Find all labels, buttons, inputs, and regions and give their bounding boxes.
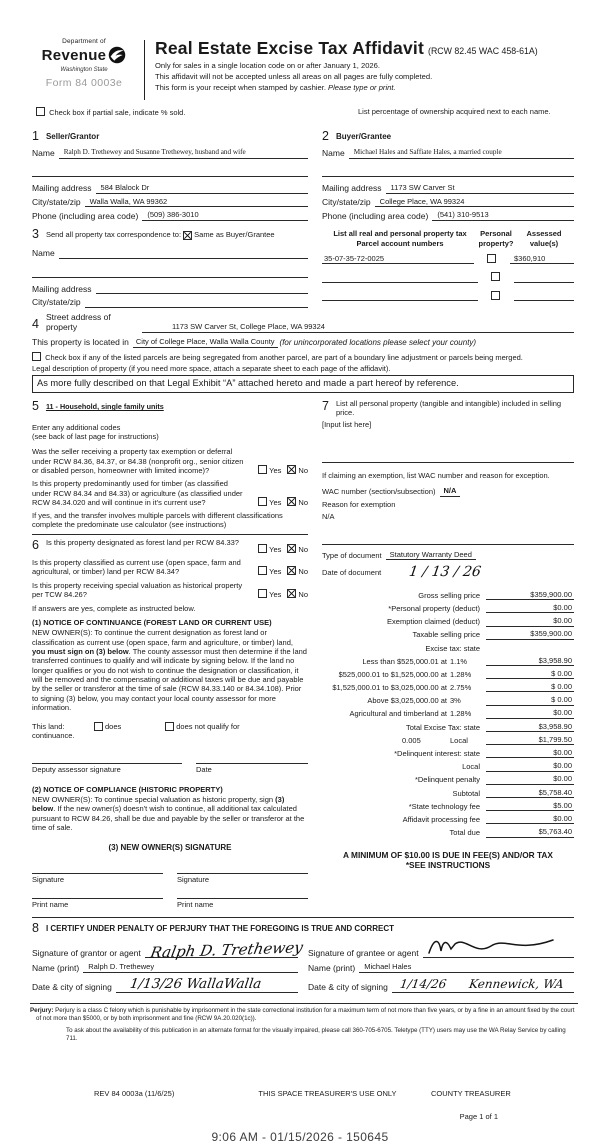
seller-name-extra-field[interactable] (32, 167, 308, 177)
header-divider (144, 40, 145, 100)
street-address-field[interactable]: 1173 SW Carver St, College Place, WA 99324 (142, 322, 574, 333)
street-address-label-2: property (45, 322, 78, 333)
timber-no-checkbox[interactable] (287, 497, 296, 506)
no-label: No (298, 466, 308, 476)
section-2-number: 2 (322, 129, 329, 144)
predominate-use-note: If yes, and the transfer involves multiple parcels with different classifications complete the predominate use calculator (see instructions) (32, 510, 283, 529)
same-as-buyer-checkbox[interactable] (183, 231, 192, 240)
tax-row-label: Total due (449, 828, 480, 838)
local-tax-field[interactable]: $1,799.50 (486, 735, 574, 745)
corr-city-field[interactable] (85, 298, 308, 308)
buyer-name-field[interactable]: Michael Hales and Saffiate Hales, a married couple (349, 148, 574, 159)
partial-sale-label: Check box if partial sale, indicate % sold. (49, 108, 186, 117)
corr-name-label: Name (32, 247, 55, 258)
notice-2-bold: (3) below (32, 795, 285, 814)
taxable-selling-price-field[interactable]: $359,900.00 (486, 629, 574, 639)
corr-name-field[interactable] (59, 249, 308, 259)
tax-row-label: $525,000.01 to $1,525,000.00 at (338, 669, 447, 679)
wac-number-label: WAC number (section/subsection) (322, 487, 436, 497)
grantee-name-print-label: Name (print) (308, 962, 356, 973)
tax-row-label: Above $3,025,000.00 at (367, 696, 447, 706)
seller-city-label: City/state/zip (32, 196, 81, 207)
signature-label: Signature (177, 874, 210, 884)
notice-1-text-cont: . The county assessor must then determine if the land transferred continues to qualify and will indicate by signing below. If the land no longer qualifies or you do not wish to continue the designation or classification, it will be removed and the compensating or additional taxes will be due and payable by the seller or transferor at the time of sale (RCW 84.33.140 or 84.34.108). Prior to signing (3) below, you may contact your local county assessor for more information. (32, 646, 307, 713)
notice-1-text: NEW OWNER(S): To continue the current designation as forest land or classification as current use (open space, farm and agriculture, or timber) land, (32, 628, 293, 647)
claiming-exemption-note: If claiming an exemption, list WAC number and reason for exception. (322, 471, 550, 481)
print-name-label: Print name (177, 899, 214, 909)
title-rcw-ref: (RCW 82.45 WAC 458-61A) (428, 46, 538, 56)
section-4-property (32, 312, 574, 393)
notice-2-text: NEW OWNER(S): To continue special valuation as historic property, sign (32, 795, 276, 805)
exemption-no-checkbox[interactable] (287, 465, 296, 474)
section-7-divider (322, 544, 574, 545)
section-4-number: 4 (32, 317, 39, 332)
rev-number: REV 84 0003a (11/6/25) (94, 1088, 175, 1098)
state-tech-fee-field[interactable]: $5.00 (486, 801, 574, 811)
header-note-2: This affidavit will not be accepted unless all areas on all pages are fully completed. (155, 72, 433, 82)
doc-date-label: Date of document (322, 568, 382, 578)
deputy-date-field[interactable] (196, 753, 308, 764)
forest-yes-checkbox[interactable] (258, 544, 267, 553)
grantor-signature-label: Signature of grantor or agent (32, 947, 141, 958)
additional-codes-label: Enter any additional codes (32, 422, 121, 432)
new-owner-print-field-1[interactable] (32, 888, 163, 899)
timber-question: Is this property predominantly used for timber (as classified under RCW 84.34 and 84.33) or agriculture (as classified under RCW 84.34.020 and will continue in it's current use? (32, 479, 243, 508)
section-1-number: 1 (32, 129, 39, 144)
tier4-tax-field[interactable]: $ 0.00 (486, 695, 574, 705)
grantee-signature-label: Signature of grantee or agent (308, 947, 419, 958)
no-label: No (298, 590, 308, 600)
wac-number-field[interactable]: N/A (440, 486, 461, 496)
assessed-header-line1: Assessed (526, 229, 562, 239)
grantor-date-city-field[interactable] (116, 977, 298, 993)
tax-row-label: Gross selling price (418, 590, 480, 600)
personal-property-checkbox-1[interactable] (487, 254, 496, 263)
grantor-name-print-label: Name (print) (32, 962, 80, 973)
personal-property-list-field[interactable] (322, 453, 574, 463)
notice-1-bold: you must sign on (3) below (32, 646, 129, 656)
legal-description-box[interactable]: As more fully described on that Legal Exhibit “A” attached hereto and made a part hereof by reference. (32, 375, 574, 393)
does-not-label: does not qualify for (176, 721, 240, 731)
historical-yes-checkbox[interactable] (258, 589, 267, 598)
timestamp-stamp: 9:06 AM - 01/15/2026 - 150645 (211, 1129, 389, 1144)
exemption-yes-checkbox[interactable] (258, 465, 267, 474)
assessed-header-line2: value(s) (529, 238, 559, 248)
section-5-number: 5 (32, 398, 39, 413)
buyer-phone-field[interactable]: (541) 310-9513 (432, 210, 574, 221)
certify-statement: I CERTIFY UNDER PENALTY OF PERJURY THAT THE FOREGOING IS TRUE AND CORRECT (45, 924, 394, 934)
tax-row-label: Agricultural and timberland at (349, 709, 447, 719)
local-rate-value: 0.005 (402, 735, 421, 745)
tier3-tax-field[interactable]: $ 0.00 (486, 682, 574, 692)
parcel-table (322, 227, 574, 308)
partial-sale-checkbox[interactable] (36, 107, 45, 116)
new-owner-print-field-2[interactable] (177, 888, 308, 899)
does-checkbox[interactable] (94, 722, 103, 731)
parcel-header-line1: List all real and personal property tax (333, 229, 467, 239)
section-1-heading: Seller/Grantor (45, 132, 100, 142)
parcel-number-field-2[interactable] (322, 273, 478, 283)
seller-name-field[interactable]: Ralph D. Trethewey and Susanne Trethewey, husband and wife (59, 148, 308, 159)
corr-city-label: City/state/zip (32, 297, 81, 308)
street-address-label-1: Street address of (45, 311, 111, 322)
located-in-note: (for unincorporated locations please select your county) (279, 337, 477, 347)
doc-type-label: Type of document (322, 550, 382, 560)
total-due-field[interactable]: $5,763.40 (486, 827, 574, 837)
input-list-hint[interactable]: [Input list here] (322, 419, 372, 429)
doc-date-field[interactable]: 1 / 13 / 26 (408, 564, 483, 581)
no-label: No (298, 544, 308, 554)
tax-rate-3: 3% (450, 696, 461, 706)
section-3-text: Send all property tax correspondence to: (45, 230, 182, 240)
historical-question: Is this property receiving special valuation as historical property per TCW 84.26? (32, 580, 243, 600)
buyer-city-label: City/state/zip (322, 196, 371, 207)
notice-2-text-cont: . If the new owner(s) doesn't wish to continue, all additional tax calculated pursuant to RCW 84.26, shall be due and payable by the seller or transferor at the time of sale. (32, 804, 305, 833)
see-instructions-note: *SEE INSTRUCTIONS (405, 859, 491, 870)
revenue-swoosh-icon (108, 46, 126, 66)
perjury-text: Perjury is a class C felony which is punishable by imprisonment in the state correctional institution for a maximum term of not more than five years, or by a fine in an amount fixed by the court of not more than $5000, or by both imprisonment and fine (RCW 9A.20.020(1c)). (36, 1006, 575, 1022)
delinquent-penalty-field[interactable]: $0.00 (486, 774, 574, 784)
seller-city-field[interactable]: Walla Walla, WA 99362 (85, 197, 308, 208)
tax-row-label: *State technology fee (408, 801, 480, 811)
page-title: Real Estate Excise Tax Affidavit (155, 38, 425, 58)
section-1-seller (32, 129, 308, 221)
dor-logo (32, 38, 136, 90)
grantor-date-city-script: 1/13/26 WallaWalla (128, 975, 263, 992)
signature-label: Signature (32, 874, 65, 884)
corr-mailing-field[interactable] (96, 285, 308, 295)
print-name-label: Print name (32, 899, 69, 909)
tax-row-label: Taxable selling price (412, 630, 480, 640)
tax-row-label: Total Excise Tax: state (405, 722, 480, 732)
deputy-assessor-signature-field[interactable] (32, 753, 182, 764)
seller-mailing-label: Mailing address (32, 182, 92, 193)
tax-row-label: Subtotal (452, 788, 480, 798)
seller-phone-label: Phone (including area code) (32, 210, 139, 221)
tier1-tax-field[interactable]: $3,958.90 (486, 656, 574, 666)
grantor-name-print-field[interactable]: Ralph D. Trethewey (83, 962, 298, 973)
gross-selling-price-field[interactable]: $359,900.00 (486, 590, 574, 600)
section-7-number: 7 (322, 398, 329, 413)
seller-name-label: Name (32, 148, 55, 158)
see-back-note: (see back of last page for instructions) (32, 431, 159, 441)
delinquent-interest-state-field[interactable]: $0.00 (486, 748, 574, 758)
perjury-bold: Perjury: (30, 1006, 54, 1014)
segregated-checkbox[interactable] (32, 352, 41, 361)
assessed-value-field-3[interactable] (514, 291, 574, 301)
section-6-number: 6 (32, 538, 39, 553)
located-in-field[interactable]: City of College Place, Walla Walla County (133, 337, 278, 347)
grantee-name-print-field[interactable]: Michael Hales (359, 962, 574, 973)
forest-no-checkbox[interactable] (287, 544, 296, 553)
current-use-yes-checkbox[interactable] (258, 566, 267, 575)
form-header (32, 38, 575, 100)
new-owner-signature-field-1[interactable] (32, 863, 163, 874)
tax-row-label: Exemption claimed (deduct) (387, 617, 480, 627)
yes-label: Yes (269, 466, 282, 476)
tax-row-label: Less than $525,000.01 at (362, 656, 447, 666)
historical-no-checkbox[interactable] (287, 589, 296, 598)
section-5-6-divider (32, 534, 308, 535)
tax-rate-1-28: 1.28% (450, 669, 472, 679)
buyer-mailing-label: Mailing address (322, 182, 382, 193)
tier2-tax-field[interactable]: $ 0.00 (486, 669, 574, 679)
no-label: No (298, 498, 308, 508)
reason-exemption-field[interactable]: N/A (322, 512, 335, 522)
current-use-question: Is this property classified as current use (open space, farm and agricultural, or timber) land per RCW 84.34? (32, 557, 241, 577)
exemption-question: Was the seller receiving a property tax exemption or deferral under RCW 84.36, 84.37, or 84.38 (nonprofit org., senior citizen or disabled person, homeowner with limited income)? (32, 447, 244, 476)
grantee-date-city-field[interactable] (392, 977, 574, 993)
county-treasurer-label: COUNTY TREASURER (431, 1088, 511, 1098)
personal-property-checkbox-3[interactable] (491, 291, 500, 300)
yes-label: Yes (269, 498, 282, 508)
section-2-heading: Buyer/Grantee (335, 132, 392, 142)
local-label: Local (450, 735, 468, 745)
personal-property-checkbox-2[interactable] (491, 272, 500, 281)
personal-header-line2: property? (478, 238, 514, 248)
section-8-certification (32, 917, 574, 993)
excise-tax-state-header: Excise tax: state (425, 643, 480, 653)
alt-format-note: To ask about the availability of this publication in an alternate format for the visually impaired, please call 360-705-6705. Teletype (TTY) users may use the WA Relay Service by calling 711. (66, 1027, 566, 1043)
buyer-name-label: Name (322, 148, 345, 158)
corr-mailing-label: Mailing address (32, 283, 92, 294)
tax-row-label: *Personal property (deduct) (388, 603, 480, 613)
seller-phone-field[interactable]: (509) 386-3010 (142, 210, 308, 221)
tax-rate-2-75: 2.75% (450, 683, 472, 693)
grantee-signature-field[interactable] (423, 945, 574, 959)
section-7 (322, 399, 574, 583)
grantee-date-city-script: 1/14/26 Kennewick, WA (398, 976, 565, 991)
header-note-3: This form is your receipt when stamped by cashier. (155, 83, 329, 93)
section-2-buyer (322, 129, 574, 221)
treasurer-use-label: THIS SPACE TREASURER'S USE ONLY (258, 1088, 397, 1098)
yes-label: Yes (269, 567, 282, 577)
yes-label: Yes (269, 590, 282, 600)
buyer-city-field[interactable]: College Place, WA 99324 (375, 197, 574, 208)
logo-state-text: Washington State (60, 66, 108, 73)
tax-row-label: $1,525,000.01 to $3,025,000.00 at (332, 683, 447, 693)
tax-computation-table (322, 587, 574, 838)
new-owner-signature-field-2[interactable] (177, 863, 308, 874)
section-3-number: 3 (32, 227, 39, 242)
tax-row-label: Local (462, 762, 480, 772)
header-note-1: Only for sales in a single location code on or after January 1, 2026. (155, 61, 380, 71)
legal-description-label: Legal description of property (if you need more space, attach a separate sheet to each page of the affidavit). (32, 364, 391, 373)
section-5 (32, 399, 308, 529)
segregated-label: Check box if any of the listed parcels are being segregated from another parcel, are part of a boundary line adjustment or parcels being merged. (45, 352, 523, 362)
current-use-no-checkbox[interactable] (287, 566, 296, 575)
buyer-mailing-field[interactable]: 1173 SW Carver St (386, 183, 574, 194)
ownership-note: List percentage of ownership acquired next to each name. (358, 107, 551, 116)
corr-name-extra-field[interactable] (32, 268, 308, 278)
parcel-header-line2: Parcel account numbers (356, 238, 444, 248)
tax-rate-1-1: 1.1% (450, 656, 468, 666)
deputy-date-label: Date (196, 765, 212, 775)
notice-2-title: (2) NOTICE OF COMPLIANCE (HISTORIC PROPERTY) (32, 784, 223, 794)
located-in-label: This property is located in (32, 337, 129, 347)
yes-label: Yes (269, 544, 282, 554)
page-indicator: Page 1 of 1 (459, 1112, 498, 1122)
no-label: No (298, 567, 308, 577)
doc-type-field[interactable]: Statutory Warranty Deed (386, 550, 476, 560)
minimum-due-note: A MINIMUM OF $10.00 IS DUE IN FEE(S) AND/OR TAX (343, 849, 553, 860)
exemption-claimed-field[interactable]: $0.00 (486, 616, 574, 626)
buyer-phone-label: Phone (including area code) (322, 210, 429, 221)
assessed-value-field-2[interactable] (514, 273, 574, 283)
reason-exemption-label: Reason for exemption (322, 499, 396, 509)
tax-row-label: *Delinquent interest: state (394, 749, 480, 759)
perjury-notice (30, 1003, 578, 1043)
timber-yes-checkbox[interactable] (258, 497, 267, 506)
assessed-value-field-1[interactable]: $360,910 (510, 254, 574, 264)
logo-revenue-text: Revenue (41, 46, 107, 64)
section-6 (32, 538, 308, 909)
section-3-correspondence (32, 227, 308, 308)
notice-1-title: (1) NOTICE OF CONTINUANCE (FOREST LAND OR CURRENT USE) (32, 617, 272, 627)
parcel-number-field-3[interactable] (322, 291, 478, 301)
delinquent-interest-local-field[interactable]: $0.00 (486, 761, 574, 771)
tax-row-label: *Delinquent penalty (414, 775, 480, 785)
affidavit-fee-field[interactable]: $0.00 (486, 814, 574, 824)
personal-property-deduct-field[interactable]: $0.00 (486, 603, 574, 613)
header-note-3-italic: Please type or print. (328, 83, 396, 93)
this-land-label: This land: (32, 721, 65, 731)
does-not-checkbox[interactable] (165, 722, 174, 731)
grantor-signature-script: Ralph D. Trethewey (148, 938, 305, 962)
parcel-number-field[interactable]: 35-07-35-72-0025 (322, 254, 474, 264)
personal-property-list-label: List all personal property (tangible and intangible) included in selling price. (335, 398, 562, 418)
land-use-code-field[interactable]: 11 - Household, single family units (45, 402, 164, 412)
form-number: Form 84 0003e (45, 77, 123, 89)
reet-affidavit-page (0, 38, 600, 1144)
same-as-buyer-label: Same as Buyer/Grantee (194, 230, 275, 240)
does-label: does (105, 721, 122, 731)
agri-timberland-field[interactable]: $0.00 (486, 708, 574, 718)
grantee-signature-scribble (427, 935, 557, 959)
grantor-date-city-label: Date & city of signing (32, 982, 112, 993)
seller-mailing-field[interactable]: 584 Blalock Dr (96, 183, 308, 194)
tax-row-label: Affidavit processing fee (402, 814, 480, 824)
logo-dept-text: Department of (62, 38, 106, 45)
agri-rate: 1.28% (450, 709, 472, 719)
deputy-assessor-label: Deputy assessor signature (32, 765, 121, 775)
subtotal-field[interactable]: $5,758.40 (486, 788, 574, 798)
personal-header-line1: Personal (480, 229, 512, 239)
new-owners-signature-title: (3) NEW OWNER(S) SIGNATURE (108, 842, 232, 852)
total-excise-state-field[interactable]: $3,958.90 (486, 722, 574, 732)
grantor-signature-field[interactable] (145, 938, 305, 962)
forest-land-question: Is this property designated as forest land per RCW 84.33? (45, 538, 239, 548)
section-8-number: 8 (32, 921, 39, 936)
continuance-label: continuance. (32, 730, 75, 740)
buyer-name-extra-field[interactable] (322, 167, 574, 177)
if-yes-note: If answers are yes, complete as instructed below. (32, 604, 196, 614)
grantee-date-city-label: Date & city of signing (308, 982, 388, 993)
